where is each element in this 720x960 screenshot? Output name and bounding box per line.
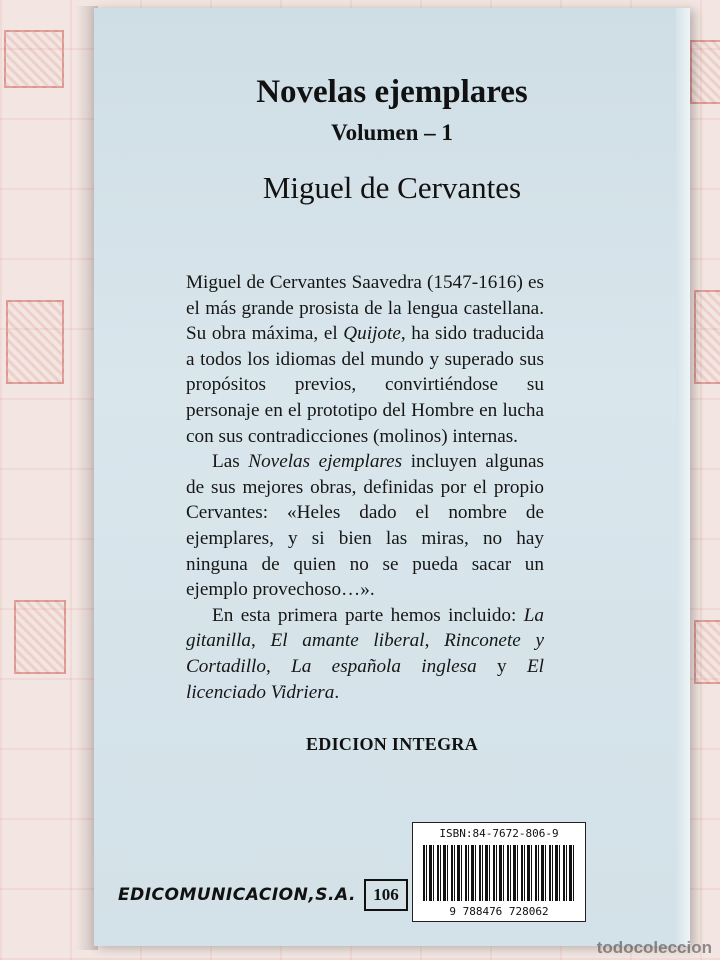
isbn-text: ISBN:84-7672-806-9: [439, 827, 559, 840]
tablecloth-stamp: [694, 290, 720, 384]
blurb-paragraph-1: Miguel de Cervantes Saavedra (1547-1616) es el más grande prosista de la lengua castellana. Su obra máxima, el Quijote, ha sido traducida a todos los idiomas del mundo y superado sus propósitos previos, convirtiéndose su personaje en el prototipo del Hombre en lucha con sus contradicciones (molinos) internas.: [186, 272, 544, 447]
site-watermark: todocoleccion: [596, 938, 712, 957]
barcode-sticker: [412, 822, 586, 922]
book-volume: Volumen – 1: [331, 120, 453, 145]
ean-number: 9 788476 728062: [449, 905, 549, 918]
publisher-logo: EDICOMUNICACION,S.A.: [118, 885, 356, 905]
tablecloth-stamp: [690, 40, 720, 104]
edition-label: EDICION INTEGRA: [305, 734, 479, 754]
tablecloth-stamp: [4, 30, 64, 88]
barcode-icon: [423, 845, 575, 901]
blurb-paragraph-3: En esta primera parte hemos incluido: La gitanilla, El amante liberal, Rinconete y Cortadillo, La española inglesa y El licenciado Vidriera.: [186, 604, 545, 703]
tablecloth-stamp: [14, 600, 66, 674]
book-spine-edge: [676, 8, 690, 946]
book-back-cover: [94, 8, 690, 946]
blurb-paragraph-2: Las Novelas ejemplares incluyen algunas de sus mejores obras, definidas por el propio Cervantes: «Heles dado el nombre de ejemplares, y si bien las miras, no hay ninguna de quien no se pueda sacar un ejemplo provechoso…».: [186, 451, 544, 601]
blurb-text: [186, 270, 544, 705]
tablecloth-stamp: [6, 300, 64, 384]
book-title: Novelas ejemplares: [256, 74, 528, 110]
book-author: Miguel de Cervantes: [262, 170, 522, 205]
series-number-badge: 106: [364, 879, 408, 911]
tablecloth-stamp: [694, 620, 720, 684]
